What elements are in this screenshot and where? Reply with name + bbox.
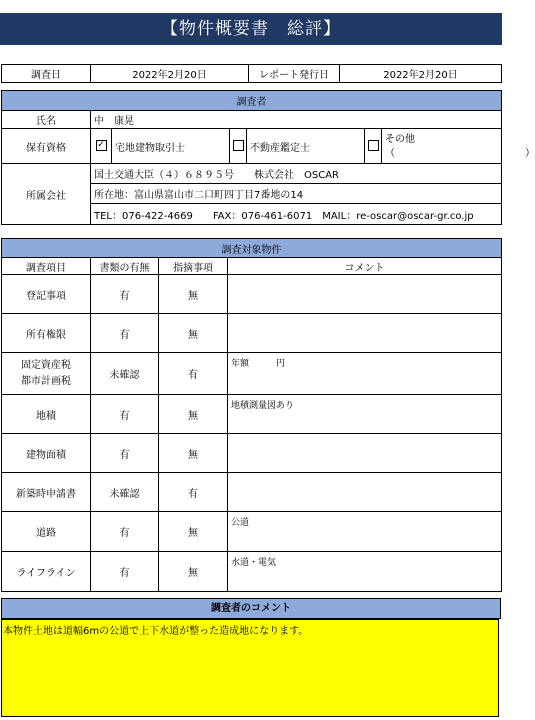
qual-label-kanteishi: 不動産鑑定士 bbox=[247, 129, 365, 164]
row-comment bbox=[228, 314, 502, 353]
row-item: 建物面積 bbox=[2, 434, 91, 473]
row-notes: 無 bbox=[159, 275, 228, 314]
table-row bbox=[2, 552, 502, 592]
row-item: 地積 bbox=[2, 395, 91, 434]
table-row bbox=[2, 275, 502, 314]
report-date-label: レポート発行日 bbox=[249, 65, 340, 83]
row-notes: 有 bbox=[159, 473, 228, 512]
qual-checkbox-kanteishi[interactable] bbox=[230, 129, 247, 164]
col-header-notes: 指摘事項 bbox=[159, 258, 228, 275]
row-notes: 無 bbox=[159, 395, 228, 434]
row-docs: 有 bbox=[91, 552, 159, 592]
qual-label-takken: 宅地建物取引士 bbox=[112, 129, 230, 164]
row-docs: 有 bbox=[91, 275, 159, 314]
table-row bbox=[2, 395, 502, 434]
dates-table bbox=[1, 64, 502, 83]
row-item: 登記事項 bbox=[2, 275, 91, 314]
row-notes: 無 bbox=[159, 314, 228, 353]
row-item: 所有権限 bbox=[2, 314, 91, 353]
row-docs: 有 bbox=[91, 434, 159, 473]
row-docs: 有 bbox=[91, 395, 159, 434]
row-comment: 水道・電気 bbox=[228, 552, 502, 592]
row-docs: 有 bbox=[91, 314, 159, 353]
name-label: 氏名 bbox=[2, 111, 91, 129]
qual-other-paren: （ ） bbox=[385, 147, 535, 159]
table-row bbox=[2, 434, 502, 473]
row-comment bbox=[228, 275, 502, 314]
page-title: 【物件概要書 総評】 bbox=[0, 13, 502, 45]
survey-date-value: 2022年2月20日 bbox=[91, 65, 249, 83]
row-comment bbox=[228, 473, 502, 512]
qual-checkbox-takken[interactable] bbox=[91, 129, 112, 164]
qual-checkbox-other[interactable] bbox=[365, 129, 382, 164]
row-docs: 未確認 bbox=[91, 353, 159, 395]
row-docs: 有 bbox=[91, 512, 159, 552]
survey-date-label: 調査日 bbox=[2, 65, 91, 83]
row-comment: 公道 bbox=[228, 512, 502, 552]
table-row bbox=[2, 512, 502, 552]
row-comment: 年額 円 bbox=[228, 353, 502, 395]
col-header-item: 調査項目 bbox=[2, 258, 91, 275]
row-item: 道路 bbox=[2, 512, 91, 552]
checkbox-checked-icon: ✓ bbox=[97, 140, 105, 151]
row-item: 新築時申請書 bbox=[2, 473, 91, 512]
company-line-address: 所在地：富山県富山市二口町四丁目7番地の14 bbox=[91, 184, 502, 204]
table-row bbox=[2, 473, 502, 512]
qualification-label: 保有資格 bbox=[2, 129, 91, 164]
items-section-header: 調査対象物件 bbox=[2, 239, 502, 258]
company-line-license: 国土交通大臣（４）６８９５号 株式会社 OSCAR bbox=[91, 164, 502, 184]
name-value: 中 康晃 bbox=[91, 111, 502, 129]
company-line-contact: TEL：076-422-4669 FAX：076-461-6071 MAIL：re-oscar@oscar-gr.co.jp bbox=[91, 204, 502, 225]
row-comment: 地積測量図あり bbox=[228, 395, 502, 434]
row-docs: 未確認 bbox=[91, 473, 159, 512]
qual-label-other: その他 bbox=[385, 133, 415, 145]
company-label: 所属会社 bbox=[2, 164, 91, 225]
table-row bbox=[2, 314, 502, 353]
col-header-docs: 書類の有無 bbox=[91, 258, 159, 275]
row-notes: 無 bbox=[159, 434, 228, 473]
row-notes: 無 bbox=[159, 552, 228, 592]
row-item: ライフライン bbox=[2, 552, 91, 592]
row-notes: 無 bbox=[159, 512, 228, 552]
surveyor-comment-header: 調査者のコメント bbox=[1, 598, 501, 619]
checkbox-empty-icon bbox=[233, 140, 244, 151]
surveyor-table bbox=[1, 90, 535, 225]
surveyor-section-header: 調査者 bbox=[2, 91, 502, 111]
row-comment bbox=[228, 434, 502, 473]
report-date-value: 2022年2月20日 bbox=[340, 65, 502, 83]
items-table bbox=[1, 238, 502, 592]
checkbox-empty-icon bbox=[368, 140, 379, 151]
row-notes: 有 bbox=[159, 353, 228, 395]
col-header-comment: コメント bbox=[228, 258, 502, 275]
table-row bbox=[2, 353, 502, 395]
row-item: 固定資産税 都市計画税 bbox=[2, 353, 91, 395]
surveyor-comment-body[interactable]: 本物件土地は道幅6mの公道で上下水道が整った造成地になります。 bbox=[1, 619, 499, 717]
